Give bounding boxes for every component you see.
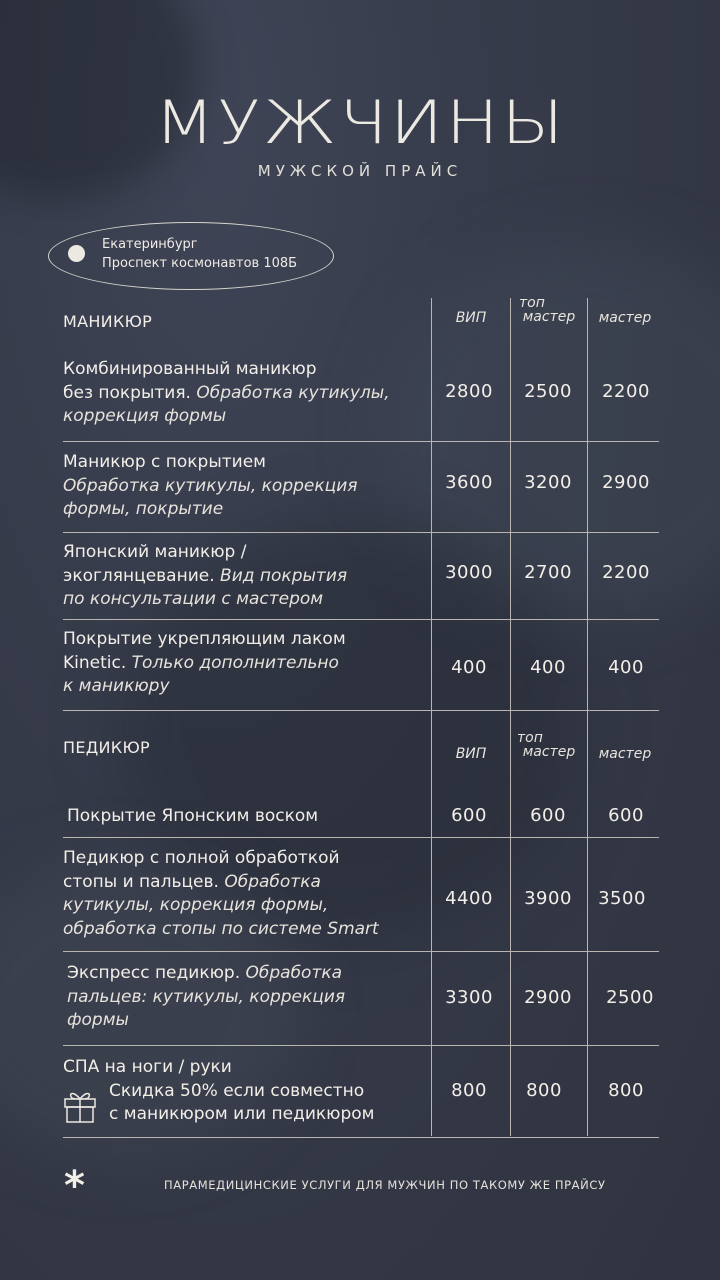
column-divider — [587, 298, 588, 1136]
price-master: 800 — [608, 1080, 644, 1101]
price-vip: 2800 — [445, 381, 493, 402]
service-note: Обработка — [245, 963, 343, 983]
column-header-top-line2: мастер — [522, 309, 576, 325]
service-name: Японский маникюр / — [63, 542, 247, 562]
pedicure-section-title: ПЕДИКЮР — [63, 738, 150, 757]
column-divider — [510, 298, 511, 1136]
service-description — [63, 847, 423, 941]
column-header-top-line1: топ — [519, 295, 545, 311]
row-divider — [63, 837, 659, 838]
row-divider — [63, 951, 659, 952]
service-line — [63, 652, 423, 676]
column-header-master: мастер — [598, 746, 652, 762]
service-name: Покрытие укрепляющим лаком — [63, 629, 346, 649]
location-address: Проспект космонавтов 108Б — [102, 256, 298, 271]
price-vip: 600 — [451, 805, 487, 826]
service-name: Экспресс педикюр. — [67, 963, 246, 983]
page-title: МУЖЧИНЫ — [153, 88, 567, 158]
location-badge — [48, 222, 334, 290]
price-vip: 3000 — [445, 562, 493, 583]
service-note: обработка стопы по системе Smart — [63, 918, 379, 939]
service-note: с маникюром или педикюром — [109, 1104, 375, 1124]
price-master: 2900 — [602, 472, 650, 493]
price-master: 400 — [608, 657, 644, 678]
service-description — [63, 1056, 423, 1127]
price-top: 3200 — [524, 472, 572, 493]
service-name: Педикюр с полной обработкой — [63, 848, 340, 868]
price-master: 2200 — [602, 381, 650, 402]
service-note: коррекция формы — [63, 406, 227, 426]
service-note: Обработка — [224, 871, 321, 892]
service-line — [67, 962, 427, 986]
service-description — [63, 358, 423, 429]
column-divider — [431, 298, 432, 1136]
price-top: 2700 — [524, 562, 572, 583]
price-master: 600 — [608, 805, 644, 826]
row-divider — [63, 441, 659, 442]
price-master: 3500 — [598, 888, 646, 909]
service-name: без покрытия. — [63, 382, 197, 403]
price-top: 2900 — [524, 987, 572, 1008]
service-note: Обработка кутикулы, коррекция — [63, 475, 358, 496]
column-header-vip: ВИП — [455, 746, 487, 762]
service-note: пальцев: кутикулы, коррекция — [67, 986, 346, 1007]
price-top: 600 — [530, 805, 566, 826]
service-name: Комбинированный маникюр — [63, 359, 317, 379]
column-header-vip: ВИП — [455, 310, 487, 326]
service-note: формы, покрытие — [63, 499, 224, 519]
column-header-top-line2: мастер — [522, 744, 576, 760]
service-line — [63, 382, 423, 406]
service-note: формы — [67, 1010, 129, 1030]
price-vip: 400 — [451, 657, 487, 678]
price-vip: 3600 — [445, 472, 493, 493]
service-note: к маникюру — [63, 676, 170, 696]
price-top: 3900 — [524, 888, 572, 909]
service-name: стопы и пальцев. — [63, 871, 225, 892]
price-vip: 4400 — [445, 888, 493, 909]
price-top: 2500 — [524, 381, 572, 402]
price-master: 2500 — [606, 987, 654, 1008]
service-description — [63, 628, 423, 699]
row-divider — [63, 619, 659, 620]
row-divider — [63, 1045, 659, 1046]
gift-icon — [63, 1086, 97, 1124]
service-description — [63, 451, 423, 522]
page-subtitle: МУЖСКОЙ ПРАЙС — [257, 162, 463, 180]
service-description — [67, 805, 427, 829]
row-divider — [63, 1137, 659, 1138]
column-header-master: мастер — [598, 310, 652, 326]
service-name: СПА на ноги / руки — [63, 1057, 232, 1077]
manicure-section-title: МАНИКЮР — [63, 312, 153, 331]
service-name: Kinetic. — [63, 652, 132, 673]
price-top: 400 — [530, 657, 566, 678]
asterisk-icon: * — [64, 1163, 85, 1209]
service-note: кутикулы, коррекция формы, — [63, 895, 329, 915]
service-name: Маникюр с покрытием — [63, 452, 267, 472]
service-note: Только дополнительно — [131, 652, 339, 673]
price-vip: 800 — [451, 1080, 487, 1101]
service-note: по консультации с мастером — [63, 589, 324, 609]
service-note: Обработка кутикулы, — [196, 382, 390, 403]
service-note: Скидка 50% если совместно — [109, 1080, 365, 1101]
price-top: 800 — [526, 1080, 562, 1101]
price-vip: 3300 — [445, 987, 493, 1008]
column-header-top — [511, 731, 587, 759]
row-divider — [63, 710, 659, 711]
service-name: Покрытие Японским воском — [67, 806, 319, 826]
service-line — [63, 565, 423, 589]
service-note: Вид покрытия — [220, 565, 348, 586]
column-header-top-line1: топ — [517, 730, 543, 746]
service-name: экоглянцевание. — [63, 565, 221, 586]
price-master: 2200 — [602, 562, 650, 583]
location-dot-icon — [68, 245, 85, 262]
footer-note: ПАРАМЕДИЦИНСКИЕ УСЛУГИ ДЛЯ МУЖЧИН ПО ТАКОМУ ЖЕ ПРАЙСУ — [164, 1178, 606, 1192]
column-header-top — [511, 296, 587, 324]
service-description — [63, 541, 423, 612]
row-divider — [63, 532, 659, 533]
service-description — [67, 962, 427, 1033]
service-line — [63, 871, 423, 895]
location-city: Екатеринбург — [102, 237, 198, 252]
